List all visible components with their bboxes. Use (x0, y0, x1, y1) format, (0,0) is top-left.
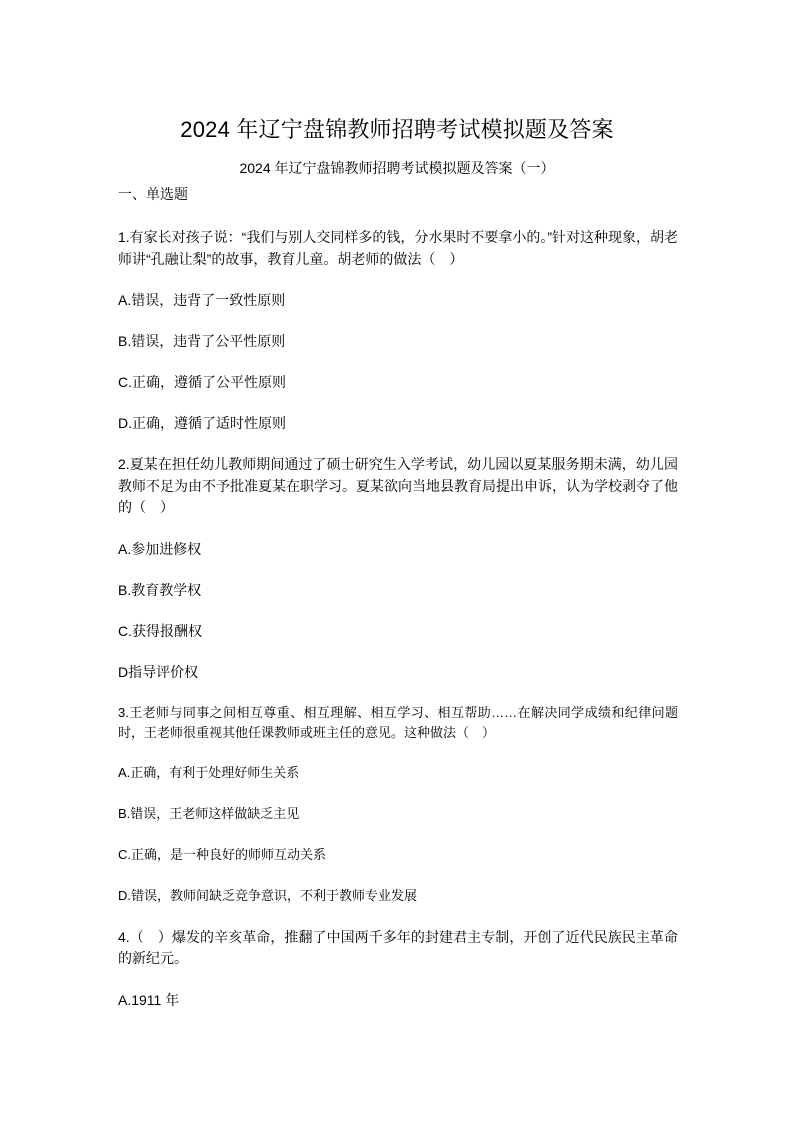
document-body (118, 184, 678, 1011)
question-group-1 (118, 227, 678, 434)
option-a[interactable]: A.错误，违背了一致性原则 (118, 292, 286, 308)
question-stem: 1.有家长对孩子说：“我们与别人交同样多的钱，分水果时不要拿小的。”针对这种现象，胡老师讲“孔融让梨”的故事，教育儿童。胡老师的做法（ ） (118, 229, 678, 267)
question-group-3 (118, 703, 678, 907)
option-c[interactable]: C.正确，是一种良好的师师互动关系 (118, 846, 327, 862)
option-a[interactable]: A.1911 年 (118, 991, 180, 1008)
option-d[interactable]: D.正确，遵循了适时性原则 (118, 415, 286, 431)
question-group-4 (118, 927, 678, 1011)
document-subtitle: 2024 年辽宁盘锦教师招聘考试模拟题及答案（一） (239, 160, 555, 176)
option-a[interactable]: A.正确，有利于处理好师生关系 (118, 764, 300, 780)
option-d[interactable]: D指导评价权 (118, 663, 199, 680)
option-c[interactable]: C.获得报酬权 (118, 622, 202, 639)
option-b[interactable]: B.错误，违背了公平性原则 (118, 333, 286, 349)
question-stem: 4.（ ）爆发的辛亥革命，推翻了中国两千多年的封建君主专制，开创了近代民族民主革命的新纪元。 (118, 928, 678, 966)
option-b[interactable]: B.错误，王老师这样做缺乏主见 (118, 805, 300, 821)
option-b[interactable]: B.教育教学权 (118, 581, 202, 598)
section-heading-single-choice: 一、单选题 (118, 186, 188, 202)
option-a[interactable]: A.参加进修权 (118, 540, 202, 557)
question-group-2 (118, 454, 678, 683)
option-d[interactable]: D.错误，教师间缺乏竞争意识，不利于教师专业发展 (118, 887, 418, 903)
option-c[interactable]: C.正确，遵循了公平性原则 (118, 374, 286, 390)
question-stem: 2.夏某在担任幼儿教师期间通过了硕士研究生入学考试，幼儿园以夏某服务期未满，幼儿园教师不足为由不予批准夏某在职学习。夏某欲向当地县教育局提出申诉，认为学校剥夺了他的（ ） (118, 456, 678, 515)
page-title: 2024 年辽宁盘锦教师招聘考试模拟题及答案 (180, 116, 614, 142)
question-stem: 3.王老师与同事之间相互尊重、相互理解、相互学习、相互帮助……在解决同学成绩和纪律问题时，王老师很重视其他任课教师或班主任的意见。这种做法（ ） (118, 704, 678, 740)
